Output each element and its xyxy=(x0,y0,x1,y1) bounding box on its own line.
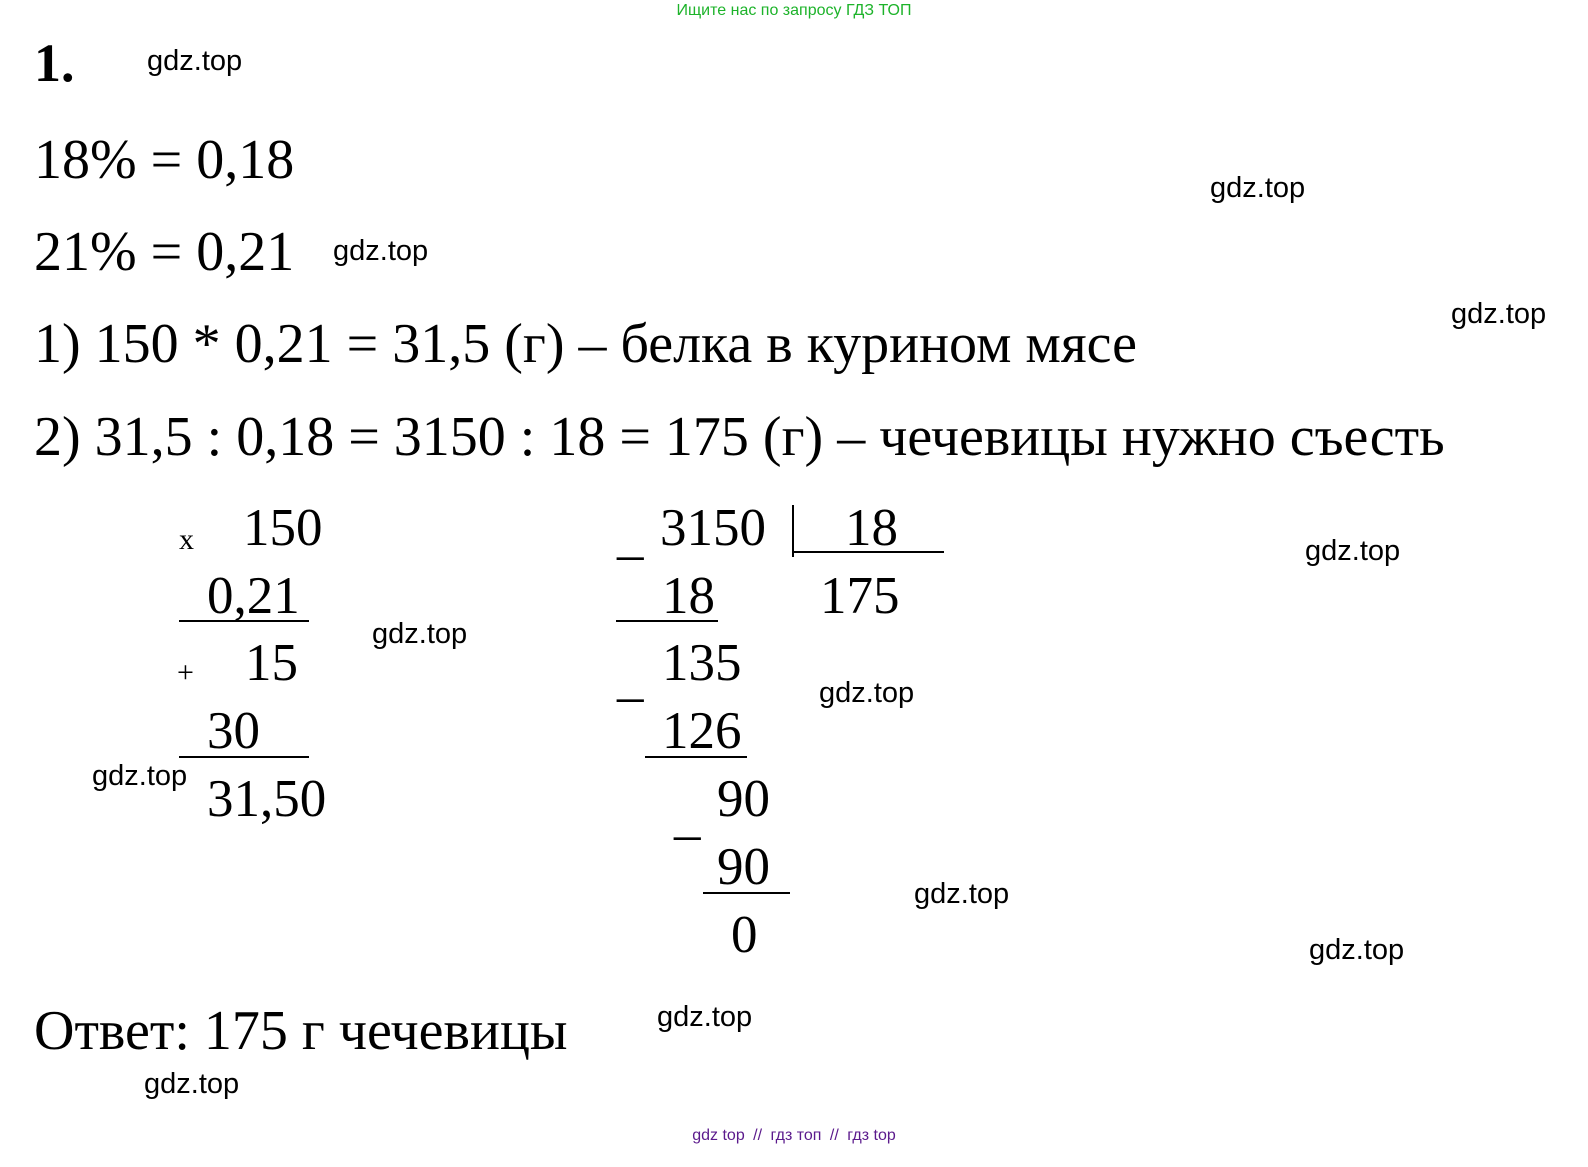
partial-product-1: 15 xyxy=(245,634,298,692)
watermark: gdz.top xyxy=(1210,172,1306,204)
multiplication-rule-1 xyxy=(179,620,309,622)
step-1-line: 1) 150 * 0,21 = 31,5 (г) – белка в курином мясе xyxy=(34,313,1138,375)
multiply-sign: x xyxy=(179,523,194,556)
multiplier: 0,21 xyxy=(207,567,300,625)
task-number: 1. xyxy=(34,33,75,93)
divisor: 18 xyxy=(845,499,898,557)
subtract-step-1: 18 xyxy=(662,567,715,625)
remainder-1: 135 xyxy=(662,634,742,692)
watermark: gdz.top xyxy=(372,618,468,650)
quotient: 175 xyxy=(820,567,900,625)
divisor-rule xyxy=(792,551,944,553)
division-rule-1 xyxy=(616,620,718,622)
watermark: gdz.top xyxy=(914,878,1010,910)
division-bar xyxy=(792,505,794,557)
watermark: gdz.top xyxy=(1309,934,1405,966)
percent-line-18: 18% = 0,18 xyxy=(34,129,295,191)
plus-sign: + xyxy=(177,656,194,689)
footer-link-gdz-top-ru[interactable]: гдз топ xyxy=(770,1127,822,1144)
step-2-line: 2) 31,5 : 0,18 = 3150 : 18 = 175 (г) – чечевицы нужно съесть xyxy=(34,406,1445,468)
product-result: 31,50 xyxy=(207,770,327,828)
subtract-step-3: 90 xyxy=(717,838,770,896)
dividend: 3150 xyxy=(660,499,766,557)
search-banner-text: Ищите нас по запросу ГДЗ ТОП xyxy=(676,2,912,19)
minus-sign-1: _ xyxy=(617,507,644,565)
footer-separator: // xyxy=(753,1127,763,1144)
remainder-2: 90 xyxy=(717,770,770,828)
answer-line: Ответ: 175 г чечевицы xyxy=(34,1000,568,1062)
watermark: gdz.top xyxy=(333,235,429,267)
subtract-step-2: 126 xyxy=(662,702,742,760)
watermark: gdz.top xyxy=(92,760,188,792)
footer-links xyxy=(0,1127,1588,1145)
watermark: gdz.top xyxy=(1305,535,1401,567)
minus-sign-3: _ xyxy=(674,787,701,845)
partial-product-2: 30 xyxy=(207,702,260,760)
percent-line-21: 21% = 0,21 xyxy=(34,221,295,283)
multiplication-rule-2 xyxy=(179,756,309,758)
watermark: gdz.top xyxy=(147,45,243,77)
multiplicand: 150 xyxy=(243,499,323,557)
division-rule-3 xyxy=(703,892,790,894)
footer-separator: // xyxy=(829,1127,839,1144)
division-rule-2 xyxy=(645,756,747,758)
watermark: gdz.top xyxy=(657,1001,753,1033)
final-remainder: 0 xyxy=(731,906,758,964)
minus-sign-2: _ xyxy=(617,649,644,707)
search-banner xyxy=(0,2,1588,20)
watermark: gdz.top xyxy=(819,677,915,709)
watermark: gdz.top xyxy=(144,1068,240,1100)
footer-link-gdz-top[interactable]: gdz top xyxy=(692,1127,745,1144)
footer-link-gdz-top-mixed[interactable]: гдз top xyxy=(847,1127,896,1144)
watermark: gdz.top xyxy=(1451,298,1547,330)
